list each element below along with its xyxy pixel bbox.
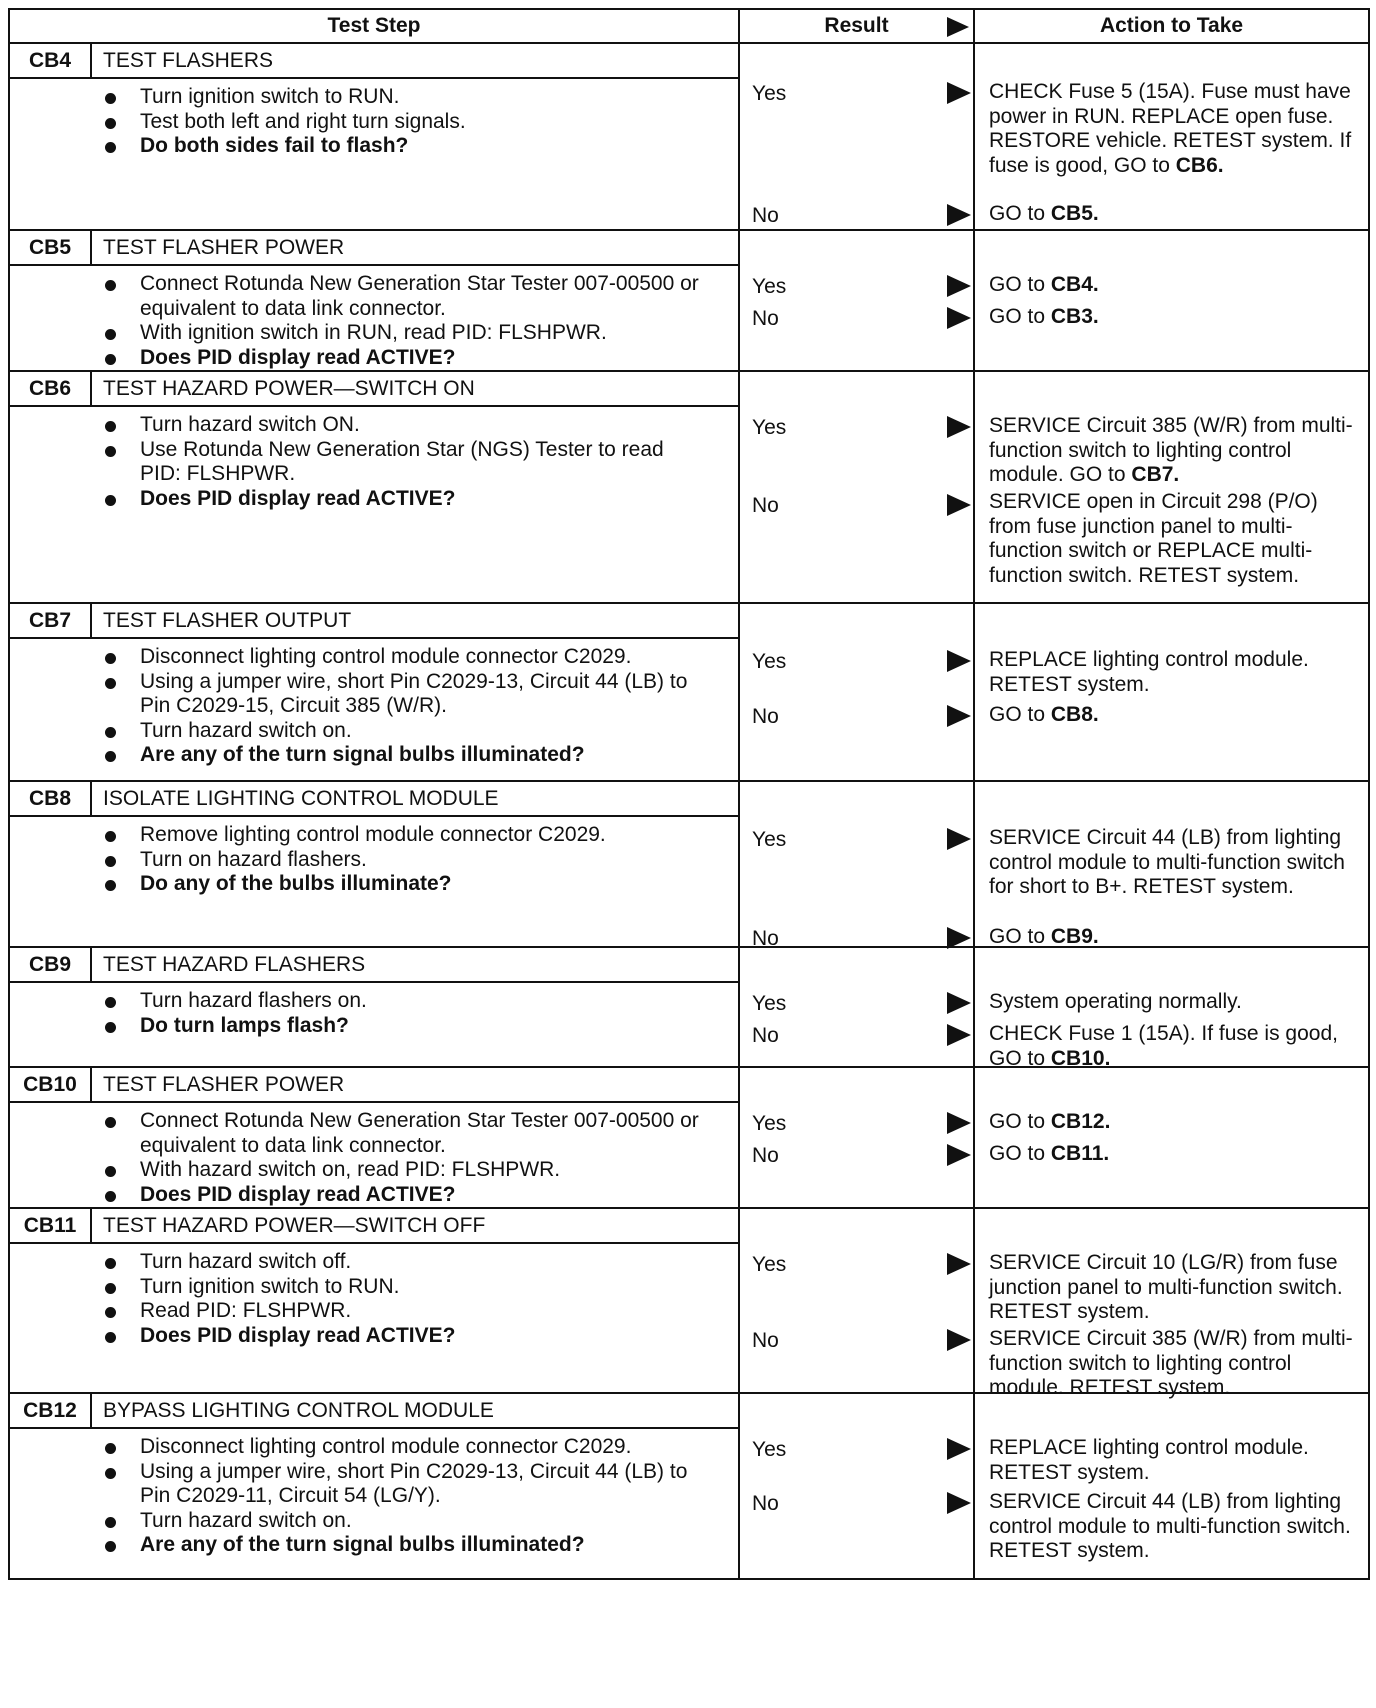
- instruction-item: Turn hazard switch off.: [10, 1250, 738, 1275]
- step-instructions: [10, 817, 738, 897]
- instruction-item: Test both left and right turn signals.: [10, 110, 738, 135]
- action-text: [989, 273, 1364, 298]
- action-text: [989, 202, 1364, 227]
- arrow-right-icon: [947, 275, 971, 297]
- arrow-right-icon: [947, 1492, 971, 1514]
- table-row: [9, 947, 1369, 1067]
- action-text: [989, 826, 1364, 900]
- action-text-main: GO to: [989, 273, 1051, 296]
- action-cell: [974, 43, 1369, 230]
- action-text-main: SERVICE Circuit 44 (LB) from lighting control module to multi-function switch for short to B+. RETEST system.: [989, 826, 1345, 898]
- action-text-end: .: [1173, 463, 1180, 486]
- action-text: [989, 703, 1364, 728]
- arrow-right-icon: [947, 416, 971, 438]
- result-cell: [739, 1067, 974, 1208]
- step-title-bar: [10, 782, 738, 817]
- step-id: CB7: [10, 604, 92, 637]
- test-step-cell: [9, 947, 739, 1067]
- result-no-label: No: [752, 927, 779, 950]
- step-id: CB4: [10, 44, 92, 77]
- instruction-item: Disconnect lighting control module connector C2029.: [10, 645, 738, 670]
- step-title: TEST HAZARD POWER—SWITCH OFF: [103, 1213, 486, 1237]
- arrow-right-icon: [947, 1253, 971, 1275]
- test-step-cell: [9, 1393, 739, 1579]
- action-cell: [974, 371, 1369, 603]
- action-text-main: GO to: [989, 305, 1051, 328]
- result-yes-label: Yes: [752, 1438, 787, 1461]
- arrow-right-icon: [947, 1024, 971, 1046]
- action-text: [989, 648, 1364, 697]
- instruction-item: Turn hazard switch on.: [10, 719, 738, 744]
- instruction-item: Using a jumper wire, short Pin C2029-13, Circuit 44 (LB) to Pin C2029-11, Circuit 54 (LG/Y).: [10, 1460, 738, 1509]
- instruction-item: Remove lighting control module connector C2029.: [10, 823, 738, 848]
- action-cell: [974, 1067, 1369, 1208]
- step-title: ISOLATE LIGHTING CONTROL MODULE: [103, 786, 499, 810]
- action-text-main: GO to: [989, 703, 1051, 726]
- arrow-right-icon: [947, 307, 971, 329]
- action-text: [989, 80, 1364, 178]
- table-row: [9, 371, 1369, 603]
- step-instructions: [10, 79, 738, 159]
- step-title-bar: [10, 604, 738, 639]
- step-title-bar: [10, 948, 738, 983]
- step-id: CB10: [10, 1068, 92, 1101]
- step-title: BYPASS LIGHTING CONTROL MODULE: [103, 1398, 494, 1422]
- action-text-main: GO to: [989, 1142, 1051, 1165]
- diagnostic-table-page: [8, 8, 1368, 1580]
- result-yes-label: Yes: [752, 1112, 787, 1135]
- instruction-item: Turn hazard flashers on.: [10, 989, 738, 1014]
- action-step-ref: CB6: [1175, 153, 1218, 177]
- action-text-main: SERVICE Circuit 385 (W/R) from multi-function switch to lighting control module. GO to: [989, 414, 1353, 486]
- instruction-item: With ignition switch in RUN, read PID: FLSHPWR.: [10, 321, 738, 346]
- action-text-main: GO to: [989, 202, 1051, 225]
- action-step-ref: CB9: [1050, 925, 1093, 948]
- instruction-item: Turn hazard switch ON.: [10, 413, 738, 438]
- step-title: TEST FLASHER OUTPUT: [103, 608, 352, 632]
- arrow-right-icon: [947, 927, 971, 949]
- action-cell: [974, 1208, 1369, 1399]
- arrow-right-icon: [947, 992, 971, 1014]
- test-step-cell: [9, 230, 739, 371]
- result-cell: [739, 1393, 974, 1579]
- action-text-end: .: [1092, 703, 1099, 726]
- step-question: Do turn lamps flash?: [10, 1014, 738, 1039]
- arrow-right-icon: [947, 1112, 971, 1134]
- action-text-main: SERVICE open in Circuit 298 (P/O) from fuse junction panel to multi-function switch or REPLACE multi-function switch. RETEST system.: [989, 490, 1318, 587]
- action-text-main: SERVICE Circuit 44 (LB) from lighting control module to multi-function switch. RETEST system.: [989, 1490, 1351, 1562]
- arrow-right-icon: [947, 650, 971, 672]
- table-header-row: [9, 9, 1369, 43]
- action-text-end: .: [1092, 925, 1099, 948]
- action-text-main: SERVICE Circuit 10 (LG/R) from fuse junction panel to multi-function switch. RETEST system.: [989, 1251, 1343, 1323]
- action-step-ref: CB8: [1050, 703, 1093, 726]
- test-step-cell: [9, 1208, 739, 1393]
- action-text-end: .: [1104, 1110, 1111, 1133]
- table-row: [9, 781, 1369, 947]
- header-result: [739, 9, 974, 43]
- instruction-item: With hazard switch on, read PID: FLSHPWR.: [10, 1158, 738, 1183]
- result-no-label: No: [752, 705, 779, 728]
- result-no-label: No: [752, 204, 779, 227]
- test-step-cell: [9, 371, 739, 603]
- action-text-end: .: [1217, 153, 1224, 177]
- step-title-bar: [10, 372, 738, 407]
- action-cell: [974, 230, 1369, 371]
- instruction-item: Turn ignition switch to RUN.: [10, 1275, 738, 1300]
- action-step-ref: CB3: [1050, 305, 1093, 328]
- result-cell: [739, 947, 974, 1067]
- result-cell: [739, 371, 974, 603]
- table-row: [9, 230, 1369, 371]
- diagnostic-table: [8, 8, 1370, 1580]
- action-text-end: .: [1104, 1046, 1111, 1070]
- action-step-ref: CB12: [1050, 1110, 1105, 1133]
- result-yes-label: Yes: [752, 1253, 787, 1276]
- result-no-label: No: [752, 1329, 779, 1352]
- instruction-item: Connect Rotunda New Generation Star Tester 007-00500 or equivalent to data link connector.: [10, 1109, 738, 1158]
- instruction-item: Connect Rotunda New Generation Star Tester 007-00500 or equivalent to data link connector.: [10, 272, 738, 321]
- step-title-bar: [10, 231, 738, 266]
- action-text: [989, 305, 1364, 330]
- result-no-label: No: [752, 1492, 779, 1515]
- step-id: CB11: [10, 1209, 92, 1242]
- action-step-ref: CB10: [1050, 1046, 1105, 1070]
- table-row: [9, 603, 1369, 781]
- action-text: [989, 1327, 1364, 1401]
- result-cell: [739, 603, 974, 781]
- action-text: [989, 1251, 1364, 1325]
- table-row: [9, 43, 1369, 230]
- action-text: [989, 1490, 1364, 1564]
- step-question: Are any of the turn signal bulbs illuminated?: [10, 743, 738, 768]
- action-text-end: .: [1092, 202, 1099, 225]
- action-text: [989, 925, 1364, 950]
- result-no-label: No: [752, 494, 779, 517]
- action-step-ref: CB7: [1131, 463, 1174, 486]
- table-row: [9, 1208, 1369, 1393]
- action-text: [989, 990, 1364, 1015]
- step-question: Do any of the bulbs illuminate?: [10, 872, 738, 897]
- step-instructions: [10, 407, 738, 511]
- instruction-item: Disconnect lighting control module connector C2029.: [10, 1435, 738, 1460]
- action-text-main: CHECK Fuse 5 (15A). Fuse must have power in RUN. REPLACE open fuse. RESTORE vehicle. RETEST system. If fuse is good, GO to: [989, 80, 1352, 177]
- step-instructions: [10, 266, 738, 370]
- action-text-end: .: [1092, 273, 1099, 296]
- action-cell: [974, 947, 1369, 1070]
- action-text-main: REPLACE lighting control module. RETEST system.: [989, 1436, 1309, 1484]
- step-question: Does PID display read ACTIVE?: [10, 1183, 738, 1208]
- step-title: TEST HAZARD FLASHERS: [103, 952, 366, 976]
- step-question: Does PID display read ACTIVE?: [10, 487, 738, 512]
- step-title: TEST HAZARD POWER—SWITCH ON: [103, 376, 475, 400]
- step-title-bar: [10, 1068, 738, 1103]
- action-text: [989, 1436, 1364, 1485]
- table-row: [9, 1067, 1369, 1208]
- arrow-right-icon: [947, 204, 971, 226]
- result-no-label: No: [752, 1024, 779, 1047]
- result-yes-label: Yes: [752, 992, 787, 1015]
- action-text: [989, 414, 1364, 488]
- result-yes-label: Yes: [752, 275, 787, 298]
- action-text-main: GO to: [989, 925, 1051, 948]
- instruction-item: Turn on hazard flashers.: [10, 848, 738, 873]
- table-row: [9, 1393, 1369, 1579]
- instruction-item: Use Rotunda New Generation Star (NGS) Tester to read PID: FLSHPWR.: [10, 438, 738, 487]
- step-question: Are any of the turn signal bulbs illuminated?: [10, 1533, 738, 1558]
- action-cell: [974, 781, 1369, 947]
- test-step-cell: [9, 603, 739, 781]
- result-yes-label: Yes: [752, 650, 787, 673]
- arrow-right-icon: [947, 17, 969, 37]
- step-title: TEST FLASHERS: [103, 48, 273, 72]
- result-cell: [739, 230, 974, 371]
- header-action-to-take: Action to Take: [974, 9, 1369, 43]
- step-id: CB9: [10, 948, 92, 981]
- step-question: Does PID display read ACTIVE?: [10, 346, 738, 371]
- result-yes-label: Yes: [752, 828, 787, 851]
- result-no-label: No: [752, 1144, 779, 1167]
- action-text-main: GO to: [989, 1110, 1051, 1133]
- arrow-right-icon: [947, 82, 971, 104]
- step-title: TEST FLASHER POWER: [103, 1072, 345, 1096]
- action-text-main: CHECK Fuse 1 (15A). If fuse is good, GO to: [989, 1022, 1338, 1070]
- arrow-right-icon: [947, 705, 971, 727]
- instruction-item: Turn hazard switch on.: [10, 1509, 738, 1534]
- instruction-item: Using a jumper wire, short Pin C2029-13, Circuit 44 (LB) to Pin C2029-15, Circuit 385 (W/R).: [10, 670, 738, 719]
- result-no-label: No: [752, 307, 779, 330]
- arrow-right-icon: [947, 828, 971, 850]
- action-text-main: SERVICE Circuit 385 (W/R) from multi-function switch to lighting control module. RETEST system.: [989, 1327, 1353, 1399]
- step-title: TEST FLASHER POWER: [103, 235, 345, 259]
- action-cell: [974, 1393, 1369, 1579]
- arrow-right-icon: [947, 1144, 971, 1166]
- result-yes-label: Yes: [752, 82, 787, 105]
- test-step-cell: [9, 781, 739, 947]
- action-text-main: REPLACE lighting control module. RETEST system.: [989, 648, 1309, 696]
- step-instructions: [10, 983, 738, 1038]
- action-cell: [974, 603, 1369, 781]
- step-id: CB6: [10, 372, 92, 405]
- step-instructions: [10, 1429, 738, 1558]
- result-cell: [739, 43, 974, 230]
- step-instructions: [10, 639, 738, 768]
- step-instructions: [10, 1103, 738, 1207]
- step-title-bar: [10, 1394, 738, 1429]
- step-id: CB5: [10, 231, 92, 264]
- action-text: [989, 1142, 1364, 1167]
- instruction-item: Turn ignition switch to RUN.: [10, 85, 738, 110]
- action-text: [989, 1022, 1364, 1071]
- action-text-main: System operating normally.: [989, 990, 1242, 1013]
- action-step-ref: CB4: [1050, 273, 1093, 296]
- step-instructions: [10, 1244, 738, 1348]
- result-cell: [739, 781, 974, 950]
- step-id: CB8: [10, 782, 92, 815]
- instruction-item: Read PID: FLSHPWR.: [10, 1299, 738, 1324]
- header-test-step: Test Step: [9, 9, 739, 43]
- step-id: CB12: [10, 1394, 92, 1427]
- action-text: [989, 1110, 1364, 1135]
- step-title-bar: [10, 1209, 738, 1244]
- header-result-label: Result: [824, 14, 889, 37]
- step-question: Does PID display read ACTIVE?: [10, 1324, 738, 1349]
- result-yes-label: Yes: [752, 416, 787, 439]
- action-step-ref: CB11: [1050, 1142, 1104, 1165]
- arrow-right-icon: [947, 1329, 971, 1351]
- action-text-end: .: [1103, 1142, 1110, 1165]
- arrow-right-icon: [947, 494, 971, 516]
- action-text-end: .: [1092, 305, 1099, 328]
- test-step-cell: [9, 43, 739, 230]
- action-step-ref: CB5: [1050, 202, 1093, 225]
- result-cell: [739, 1208, 974, 1393]
- action-text: [989, 490, 1364, 588]
- test-step-cell: [9, 1067, 739, 1208]
- step-title-bar: [10, 44, 738, 79]
- step-question: Do both sides fail to flash?: [10, 134, 738, 159]
- arrow-right-icon: [947, 1438, 971, 1460]
